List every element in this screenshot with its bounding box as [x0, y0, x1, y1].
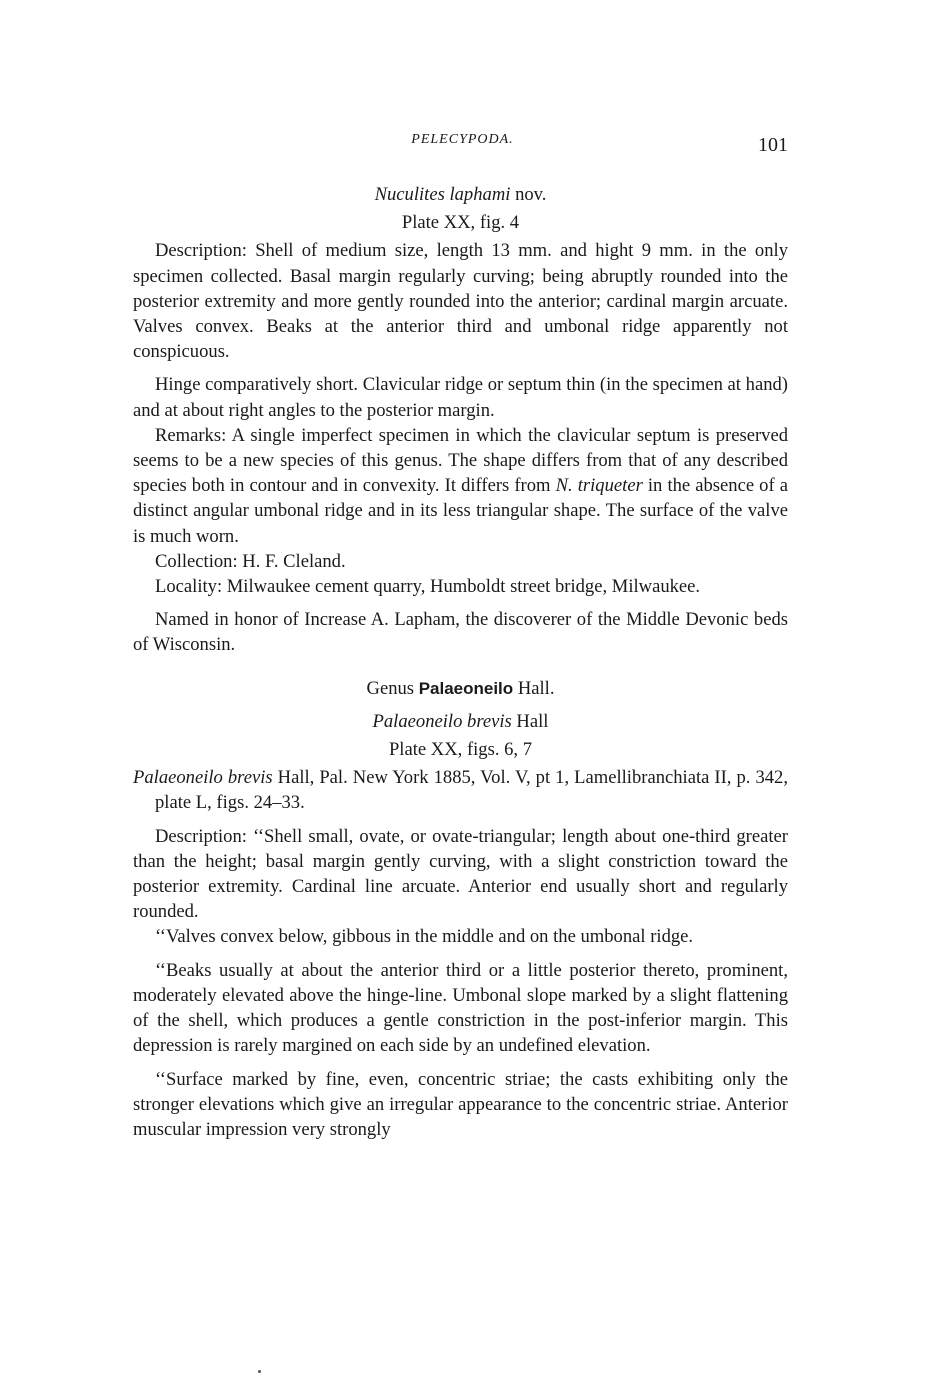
citation-species: Palaeoneilo brevis [133, 767, 273, 789]
species-heading-palaeoneilo [133, 709, 788, 734]
description-paragraph: Description: Shell of medium size, length 13 mm. and hight 9 mm. in the only specimen collected. Basal margin regularly curving; being abruptly rounded into the posterior extremity and more gently rounded into the anterior; cardinal margin arcuate. Valves convex. Beaks at the anterior third and umbonal ridge apparently not conspicuous. [133, 240, 788, 363]
genus-suffix: Hall. [513, 677, 555, 699]
named-paragraph: Named in honor of Increase A. Lapham, the discoverer of the Middle Devonic beds of Wisconsin. [133, 609, 788, 656]
remarks-species-ref: N. triqueter [555, 475, 643, 497]
page-number: 101 [758, 134, 788, 156]
remarks-paragraph [133, 423, 788, 549]
beaks-paragraph: ‘‘Beaks usually at about the anterior third or a little posterior thereto, prominent, moderately elevated above the hinge-line. Umbonal slope marked by a slight flattening of the shell, which produces a gentle constriction in the post-inferior margin. This depression is rarely margined on each side by an undefined elevation. [133, 959, 788, 1057]
remarks-text-cont: in the absence of a distinct angular umbonal ridge and in its less triangular shape. The surface of the valve is much worn. [133, 475, 788, 547]
species-name-suffix: Hall [511, 710, 549, 732]
genus-heading [133, 676, 788, 701]
collection-line: Collection: H. F. Cleland. [155, 550, 346, 572]
species-name-suffix: nov. [510, 184, 547, 205]
surface-paragraph: ‘‘Surface marked by fine, even, concentric striae; the casts exhibiting only the stronger elevations which give an irregular appearance to the concentric striae. Anterior muscular impression very strongly [133, 1068, 788, 1140]
valves-paragraph: ‘‘Valves convex below, gibbous in the middle and on the umbonal ridge. [155, 926, 694, 948]
locality-paragraph: Locality: Milwaukee cement quarry, Humboldt street bridge, Milwaukee. [155, 576, 701, 598]
species-name: Nuculites laphami [374, 184, 511, 205]
hinge-paragraph: Hinge comparatively short. Clavicular ridge or septum thin (in the specimen at hand) and at about right angles to the posterior margin. [133, 374, 788, 421]
running-head: PELECYPODA. [411, 132, 514, 147]
plate-reference: Plate XX, figs. 6, 7 [388, 739, 533, 761]
genus-prefix: Genus [366, 677, 419, 699]
description-paragraph: Description: ‘‘Shell small, ovate, or ovate-triangular; length about one-third greater than the height; basal margin gently curving, with a slight constriction toward the posterior extremity. Cardinal line arcuate. Anterior end usually short and regularly rounded. [133, 825, 788, 923]
genus-name: Palaeoneilo [418, 678, 514, 698]
remarks-text: Remarks: A single imperfect specimen in which the clavicular septum is preserved seems to be a new species of this genus. The shape differs from that of any described species both in contour and in convexity. It differs from [133, 424, 788, 497]
scan-speck [258, 1370, 261, 1373]
plate-reference: Plate XX, fig. 4 [401, 212, 520, 234]
species-name: Palaeoneilo brevis [372, 710, 512, 732]
citation-text: Hall, Pal. New York 1885, Vol. V, pt 1, Lamellibranchiata II, p. 342, plate L, figs. 24–33. [155, 767, 788, 814]
species-heading-nuculites [133, 182, 788, 207]
citation [133, 765, 788, 815]
page-body [133, 182, 788, 1142]
